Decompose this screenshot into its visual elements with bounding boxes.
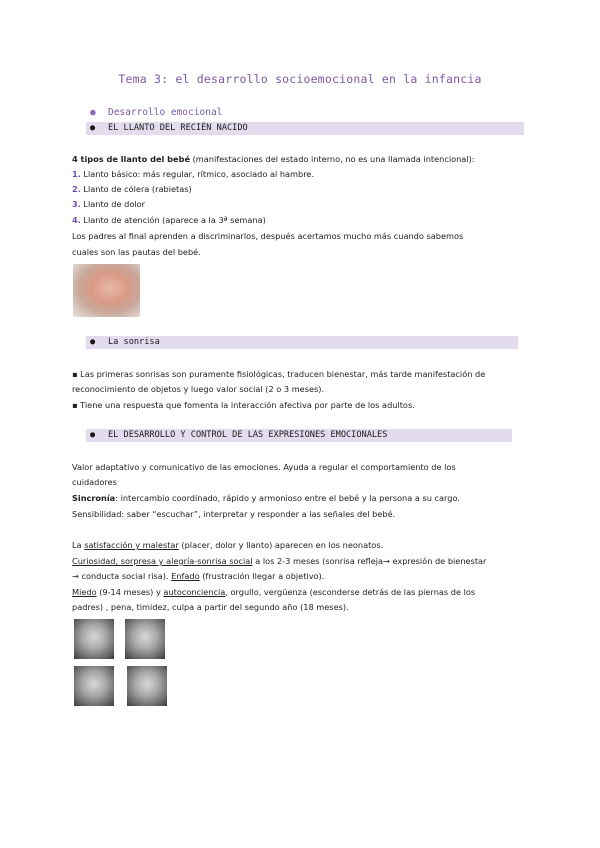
llanto-item-text: Llanto de dolor (80, 199, 145, 209)
llanto-intro-bold: 4 tipos de llanto del bebé (72, 154, 190, 164)
heading-sonrisa-label: La sonrisa (108, 337, 160, 347)
satisfaccion-term: satisfacción y malestar (84, 540, 179, 550)
satisfaccion-prefix: La (72, 540, 85, 550)
llanto-item-2 (72, 182, 192, 197)
miedo-line (72, 585, 475, 600)
bullet-dot-icon: ● (90, 107, 96, 118)
bullet-dot-icon: ● (90, 123, 96, 133)
baby-face-photo (74, 666, 114, 706)
heading-llanto-label: EL LLANTO DEL RECIÉN NACIDO (108, 123, 248, 133)
llanto-closing-1: Los padres al final aprenden a discriminarlos, después acertamos mucho más cuando sabemos (72, 231, 464, 241)
llanto-item-4 (72, 213, 266, 228)
llanto-item-number: 4. (72, 215, 81, 225)
heading-expresiones-label: EL DESARROLLO Y CONTROL DE LAS EXPRESIONES EMOCIONALES (108, 430, 388, 440)
enfado-line (72, 569, 324, 584)
heading-sonrisa (86, 336, 518, 349)
sincronia-line (72, 491, 460, 506)
autoconciencia-rest: , orgullo, vergüenza (esconderse detrás de las piernas de los (225, 587, 476, 597)
llanto-item-text: Llanto de atención (aparece a la 3ª semana) (80, 215, 266, 225)
llanto-closing-2: cuales son las pautas del bebé. (72, 247, 201, 257)
llanto-item-number: 3. (72, 199, 81, 209)
llanto-item-text: Llanto de cólera (rabietas) (80, 184, 192, 194)
baby-face-photo (125, 619, 165, 659)
satisfaccion-rest: (placer, dolor y llanto) aparecen en los neonatos. (178, 540, 384, 550)
llanto-item-text: Llanto básico: más regular, rítmico, asociado al hambre. (80, 169, 315, 179)
curiosidad-term: Curiosidad, sorpresa y alegría-sonrisa social (72, 556, 253, 566)
sensibilidad-line: Sensibilidad: saber “escuchar”, interpretar y responder a las señales del bebé. (72, 509, 396, 519)
enfado-term: Enfado (171, 571, 200, 581)
sincronia-definition: : intercambio coordinado, rápido y armonioso entre el bebé y la persona a su cargo. (115, 493, 460, 503)
conducta-text: → conducta social risa). (72, 571, 172, 581)
llanto-intro-rest: (manifestaciones del estado interno, no es una llamada intencional): (190, 154, 475, 164)
bullet-desarrollo-emocional (90, 107, 222, 118)
bullet-dot-icon: ● (90, 337, 96, 347)
heading-expresiones (86, 429, 512, 442)
llanto-item-number: 2. (72, 184, 81, 194)
satisfaccion-line (72, 538, 383, 553)
miedo-mid: (9-14 meses) y (96, 587, 164, 597)
miedo-term: Miedo (72, 587, 97, 597)
baby-face-photo (74, 619, 114, 659)
curiosidad-rest: a los 2-3 meses (sonrisa refleja→ expresión de bienestar (252, 556, 487, 566)
enfado-rest: (frustración llegar a objetivo). (199, 571, 325, 581)
curiosidad-line (72, 554, 486, 569)
crying-baby-photo (73, 264, 140, 317)
baby-face-photo (127, 666, 167, 706)
sonrisa-line-3: ▪ Tiene una respuesta que fomenta la interacción afectiva por parte de los adultos. (72, 400, 415, 410)
llanto-item-3 (72, 197, 145, 212)
llanto-item-number: 1. (72, 169, 81, 179)
autoconciencia-term: autoconciencia (163, 587, 226, 597)
sonrisa-line-1: ▪ Las primeras sonrisas son puramente fisiológicas, traducen bienestar, más tarde manifestación de (72, 369, 486, 379)
llanto-intro (72, 152, 475, 167)
bullet-dot-icon: ● (90, 430, 96, 440)
expresiones-line-2: cuidadores (72, 477, 117, 487)
sincronia-term: Sincronía (72, 493, 116, 503)
padres-line: padres) , pena, timidez, culpa a partir del segundo año (18 meses). (72, 602, 349, 612)
expresiones-line-1: Valor adaptativo y comunicativo de las emociones. Ayuda a regular el comportamiento de los (72, 462, 456, 472)
page-title: Tema 3: el desarrollo socioemocional en la infancia (118, 72, 482, 86)
heading-llanto (86, 122, 524, 135)
llanto-item-1 (72, 167, 314, 182)
sonrisa-line-2: reconocimiento de objetos y luego valor social (2 o 3 meses). (72, 384, 325, 394)
bullet-desarrollo-label: Desarrollo emocional (108, 107, 223, 118)
